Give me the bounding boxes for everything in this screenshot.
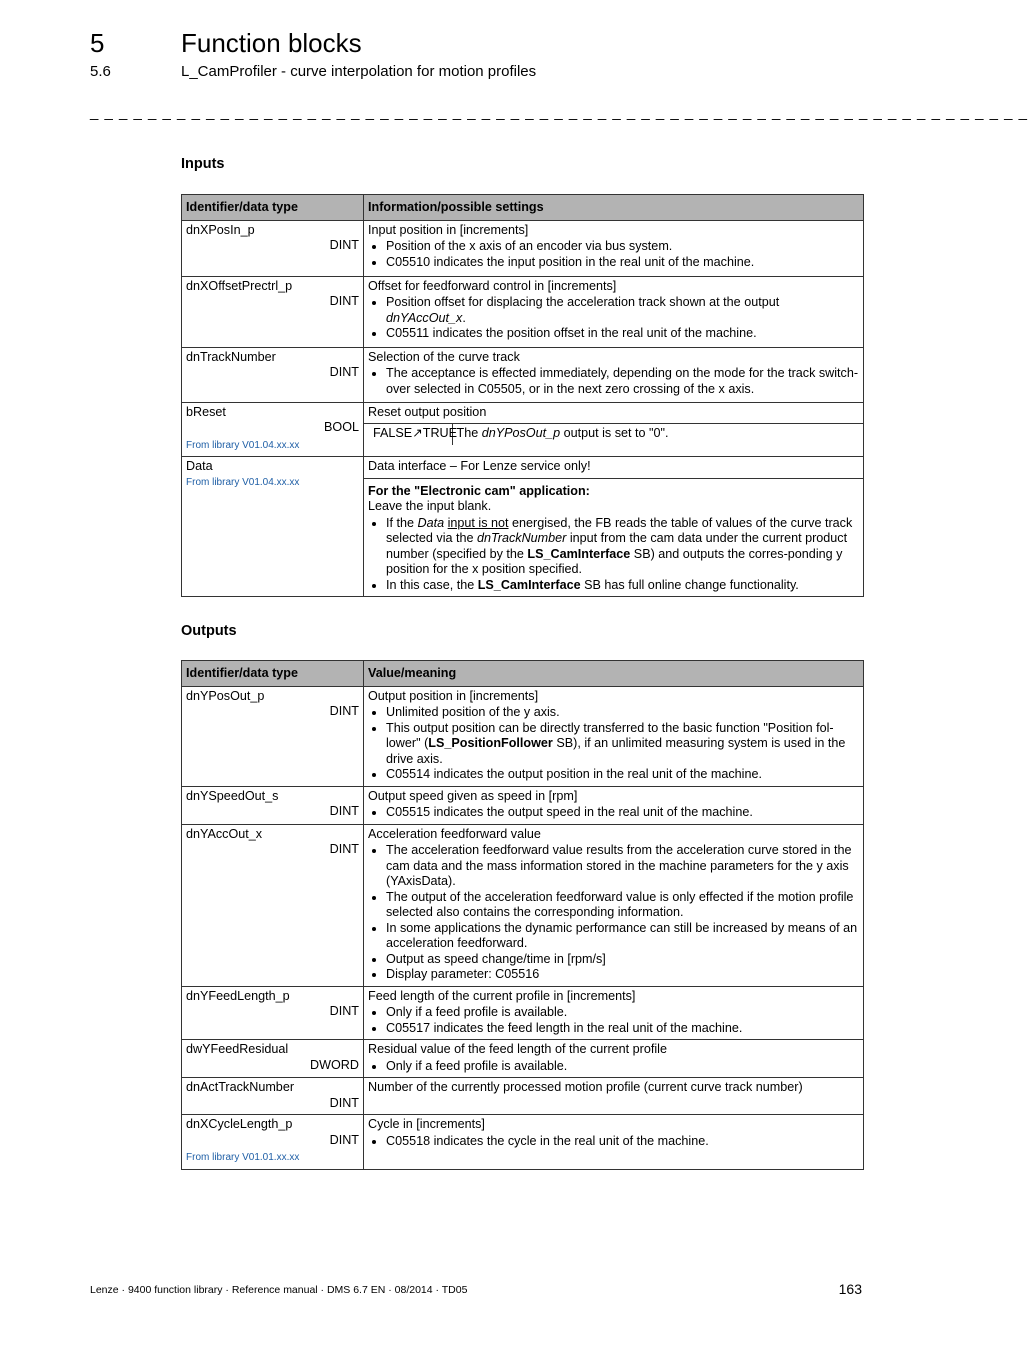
info-cell (364, 824, 864, 986)
text: If the (386, 515, 415, 530)
list-item-text: Position offset for displacing the acceleration track shown at the output (386, 295, 780, 309)
table-row (182, 824, 864, 986)
identifier: dnActTrackNumber (186, 1080, 295, 1094)
table-row (182, 276, 864, 347)
column-header: Identifier/data type (182, 661, 364, 687)
identifier-cell (182, 786, 364, 824)
data-type: DINT (329, 704, 359, 718)
info-title: Number of the currently processed motion profile (current curve track number) (368, 1080, 803, 1094)
info-title: Output position in [increments] (368, 688, 539, 703)
info-cell (364, 1078, 864, 1115)
text: SB) and outputs the corres-ponding y position for the x position specified. (386, 546, 843, 576)
identifier-cell (182, 986, 364, 1040)
data-type: DINT (329, 1132, 359, 1147)
list-item: • C05514 indicates the output position in the real unit of the machine. (386, 767, 859, 783)
data-type: DINT (329, 1095, 359, 1110)
chapter-number: 5 (90, 28, 105, 58)
info-cell (364, 402, 864, 457)
list-item: • C05517 indicates the feed length in the real unit of the machine. (386, 1021, 859, 1037)
identifier-cell (182, 347, 364, 402)
identifier: bReset (186, 404, 226, 419)
data-type: DINT (329, 1004, 359, 1018)
column-header: Value/meaning (364, 661, 864, 687)
list-item (386, 721, 859, 768)
identifier-cell (182, 686, 364, 786)
table-row (182, 220, 864, 276)
info-title: Data interface – For Lenze service only! (368, 459, 591, 473)
text: In this case, the (386, 577, 475, 592)
list-item: • Unlimited position of the y axis. (386, 705, 859, 721)
library-version-note: From library V01.04.xx.xx (186, 476, 300, 488)
identifier: dnYPosOut_p (186, 688, 265, 703)
list-item (386, 516, 859, 578)
table-row (364, 424, 863, 445)
identifier: dnXCycleLength_p (186, 1117, 293, 1131)
info-title: Offset for feedforward control in [increments] (368, 278, 617, 293)
info-title: Selection of the curve track (368, 349, 520, 364)
page-number: 163 (838, 1281, 862, 1297)
table-row (182, 786, 864, 824)
block-name: LS_CamInterface (527, 546, 631, 561)
table-row (182, 1078, 864, 1115)
identifier-cell (182, 220, 364, 276)
list-item: • Position of the x axis of an encoder via bus system. (386, 239, 859, 255)
effect-text: output is set to "0". (563, 426, 669, 440)
list-item: • Output as speed change/time in [rpm/s] (386, 952, 859, 968)
data-type: DWORD (310, 1057, 359, 1072)
signal-name: dnYPosOut_p (481, 426, 561, 440)
list-item: • C05511 indicates the position offset in the real unit of the machine. (386, 326, 859, 342)
identifier: dnXOffsetPrectrl_p (186, 278, 293, 293)
identifier: dnYAccOut_x (186, 826, 263, 841)
list-item: • C05510 indicates the input position in the real unit of the machine. (386, 255, 859, 271)
list-item: • Display parameter: C05516 (386, 967, 859, 983)
identifier-cell (182, 1078, 364, 1115)
text: input from the cam data under the current product number (specified by the (386, 531, 848, 561)
identifier-cell (182, 402, 364, 457)
data-type: BOOL (324, 420, 359, 434)
library-version-note: From library V01.04.xx.xx (186, 439, 300, 451)
table-row (182, 457, 864, 597)
data-type: DINT (329, 294, 359, 308)
chapter-title: Function blocks (181, 28, 362, 58)
info-title: Output speed given as speed in [rpm] (368, 788, 578, 803)
identifier: dnYSpeedOut_s (186, 788, 279, 803)
inputs-heading: Inputs (181, 156, 225, 172)
text: energised, the FB reads the table of values of the curve track selected via the (386, 515, 853, 545)
identifier: Data (186, 459, 213, 473)
table-row (182, 986, 864, 1040)
identifier-cell (182, 457, 364, 597)
list-item: • C05518 indicates the cycle in the real unit of the machine. (386, 1134, 859, 1150)
effect-cell (452, 424, 863, 445)
application-block (364, 478, 863, 594)
info-cell (364, 786, 864, 824)
identifier-cell (182, 1115, 364, 1170)
list-item (386, 578, 859, 594)
identifier: dnYFeedLength_p (186, 988, 290, 1003)
table-row (182, 347, 864, 402)
identifier-cell (182, 1040, 364, 1078)
text: SB), if an unlimited measuring system is used in the drive axis. (386, 736, 846, 766)
info-cell (364, 457, 864, 597)
condition-cell: FALSE↗TRUE (364, 424, 452, 445)
list-item: • In some applications the dynamic performance can still be increased by means of an acceleration feedforward. (386, 921, 859, 952)
identifier-cell (182, 824, 364, 986)
list-item: • Position offset for displacing the acceleration track shown at the output dnYAccOut_x. (386, 295, 859, 326)
text: SB has full online change functionality. (584, 577, 799, 592)
info-title: Feed length of the current profile in [increments] (368, 988, 636, 1003)
list-item: • The acceleration feedforward value results from the acceleration curve stored in the cam data and the mass information stored in the machine parameters for the y axis (YAxisData). (386, 843, 859, 890)
info-title: Cycle in [increments] (368, 1117, 485, 1131)
signal-name: Data (417, 515, 445, 530)
list-item: • The acceptance is effected immediately, depending on the mode for the track switch-over selected in C05505, or in the next zero crossing of the x axis. (386, 366, 859, 397)
list-item: • Only if a feed profile is available. (386, 1005, 859, 1021)
table-header-row (182, 195, 864, 221)
application-note: Leave the input blank. (368, 499, 492, 513)
footer-document-info: Lenze · 9400 function library · Reference manual · DMS 6.7 EN · 08/2014 · TD05 (90, 1284, 468, 1296)
column-header: Identifier/data type (182, 195, 364, 221)
info-cell (364, 220, 864, 276)
list-item: • C05515 indicates the output speed in the real unit of the machine. (386, 805, 859, 821)
list-item: • Only if a feed profile is available. (386, 1059, 859, 1075)
table-row (182, 402, 864, 457)
identifier-cell (182, 276, 364, 347)
application-title: For the "Electronic cam" application: (368, 483, 590, 498)
inputs-table (181, 194, 864, 597)
data-type: DINT (329, 238, 359, 252)
section-title: L_CamProfiler - curve interpolation for motion profiles (181, 63, 537, 80)
emphasis: input is not (447, 515, 509, 530)
section-number: 5.6 (90, 63, 111, 80)
identifier: dwYFeedResidual (186, 1042, 289, 1056)
signal-name: dnTrackNumber (477, 531, 567, 545)
info-cell (364, 686, 864, 786)
block-name: LS_CamInterface (477, 577, 581, 592)
list-item: • The output of the acceleration feedforward value is only effected if the motion profile selected also contains the corresponding information. (386, 890, 859, 921)
table-row (182, 1040, 864, 1078)
table-header-row (182, 661, 864, 687)
data-type: DINT (329, 365, 359, 379)
separator-line: _ _ _ _ _ _ _ _ _ _ _ _ _ _ _ _ _ _ _ _ _ _ _ _ _ _ _ _ _ _ _ _ _ _ _ _ _ _ _ _ _ _ _ _ _ _ _ _ _ _ _ _ _ _ _ _ _ _ _ _ _ _ _ _ _ (90, 104, 1028, 121)
effect-text: The (456, 426, 479, 440)
data-type: DINT (329, 842, 359, 856)
info-cell (364, 986, 864, 1040)
data-type: DINT (329, 804, 359, 818)
column-header: Information/possible settings (364, 195, 864, 221)
text: This output position can be directly transferred to the basic function "Position fol-lower" ( (386, 720, 834, 750)
table-row (182, 686, 864, 786)
block-name: LS_PositionFollower (428, 736, 553, 750)
info-title: Reset output position (368, 404, 487, 419)
info-cell (364, 1115, 864, 1170)
outputs-table (181, 660, 864, 1170)
info-cell (364, 276, 864, 347)
signal-name: dnYAccOut_x (386, 310, 463, 325)
identifier: dnTrackNumber (186, 349, 276, 364)
identifier: dnXPosIn_p (186, 222, 255, 237)
info-cell (364, 1040, 864, 1078)
library-version-note: From library V01.01.xx.xx (186, 1152, 300, 1163)
info-title: Acceleration feedforward value (368, 826, 541, 841)
info-cell (364, 347, 864, 402)
info-title: Residual value of the feed length of the current profile (368, 1042, 667, 1056)
info-title: Input position in [increments] (368, 222, 529, 237)
reset-condition-table (364, 423, 863, 445)
table-row (182, 1115, 864, 1170)
outputs-heading: Outputs (181, 623, 237, 639)
